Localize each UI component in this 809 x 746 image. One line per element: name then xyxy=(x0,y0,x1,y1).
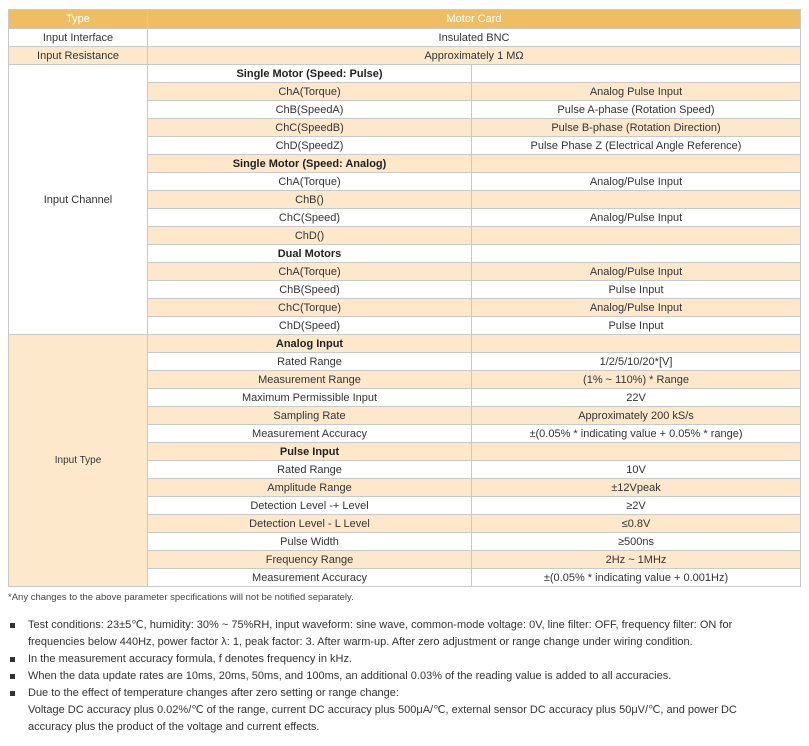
param-value: 22V xyxy=(472,389,801,407)
param-name: Pulse Width xyxy=(148,533,472,551)
param-value: ±(0.05% * indicating value + 0.05% * range) xyxy=(472,425,801,443)
param-name: ChD(Speed) xyxy=(148,317,472,335)
param-name: ChB() xyxy=(148,191,472,209)
param-value: ≥500ns xyxy=(472,533,801,551)
param-name: Measurement Accuracy xyxy=(148,569,472,587)
param-name: ChD(SpeedZ) xyxy=(148,137,472,155)
param-value: ≤0.8V xyxy=(472,515,801,533)
bullet-square-icon xyxy=(10,691,15,696)
param-value: ≥2V xyxy=(472,497,801,515)
param-value: Analog/Pulse Input xyxy=(472,173,801,191)
param-name: Rated Range xyxy=(148,461,472,479)
param-name: Frequency Range xyxy=(148,551,472,569)
list-item xyxy=(8,668,803,685)
param-value: Pulse Phase Z (Electrical Angle Reference) xyxy=(472,137,801,155)
param-name: Maximum Permissible Input xyxy=(148,389,472,407)
param-name: Measurement Range xyxy=(148,371,472,389)
row-label-input-interface: Input Interface xyxy=(9,29,148,47)
bullet-square-icon xyxy=(10,623,15,628)
param-name: Rated Range xyxy=(148,353,472,371)
param-value: 2Hz ~ 1MHz xyxy=(472,551,801,569)
section-title: Dual Motors xyxy=(148,245,472,263)
header-type: Type xyxy=(9,10,148,29)
note-text: Test conditions: 23±5℃, humidity: 30% ~ 75%RH, input waveform: sine wave, common-mode voltage: 0V, line filter: OFF, frequency filter: ON for xyxy=(28,619,733,631)
note-text: accuracy plus the product of the voltage and current effects. xyxy=(28,721,320,733)
param-name: ChA(Torque) xyxy=(148,263,472,281)
note-text: When the data update rates are 10ms, 20ms, 50ms, and 100ms, an additional 0.03% of the reading value is added to all accuracies. xyxy=(28,670,672,682)
section-title: Analog Input xyxy=(148,335,472,353)
row-value-input-resistance: Approximately 1 MΩ xyxy=(148,47,801,65)
param-value: Pulse B-phase (Rotation Direction) xyxy=(472,119,801,137)
param-value: Pulse Input xyxy=(472,281,801,299)
param-name: Sampling Rate xyxy=(148,407,472,425)
param-name: ChA(Torque) xyxy=(148,83,472,101)
row-value-input-interface: Insulated BNC xyxy=(148,29,801,47)
param-name: Detection Level - L Level xyxy=(148,515,472,533)
param-name: ChC(Torque) xyxy=(148,299,472,317)
table-row xyxy=(9,335,801,353)
param-name: Amplitude Range xyxy=(148,479,472,497)
param-name: ChA(Torque) xyxy=(148,173,472,191)
group-label-input-type: Input Type xyxy=(9,335,148,587)
param-name: ChD() xyxy=(148,227,472,245)
param-value: ±12Vpeak xyxy=(472,479,801,497)
row-label-input-resistance: Input Resistance xyxy=(9,47,148,65)
note-text: frequencies below 440Hz, power factor λ: 1, peak factor: 3. After warm-up. After zero adjustment or range change under wiring condition. xyxy=(28,636,693,648)
section-title: Single Motor (Speed: Analog) xyxy=(148,155,472,173)
param-value: Analog/Pulse Input xyxy=(472,209,801,227)
param-value: Pulse Input xyxy=(472,317,801,335)
param-value xyxy=(472,191,801,209)
footnote: *Any changes to the above parameter specifications will not be notified separately. xyxy=(8,592,354,603)
param-value: 1/2/5/10/20*[V] xyxy=(472,353,801,371)
table-row xyxy=(9,47,801,65)
section-title: Single Motor (Speed: Pulse) xyxy=(148,65,472,83)
group-label-input-channel: Input Channel xyxy=(9,65,148,335)
param-value: Analog/Pulse Input xyxy=(472,299,801,317)
note-text: Due to the effect of temperature changes after zero setting or range change: xyxy=(28,687,399,699)
param-value: 10V xyxy=(472,461,801,479)
header-motor-card: Motor Card xyxy=(148,10,801,29)
bullet-square-icon xyxy=(10,674,15,679)
param-value xyxy=(472,227,801,245)
table-row xyxy=(9,65,801,83)
note-text: Voltage DC accuracy plus 0.02%/℃ of the range, current DC accuracy plus 500μA/℃, external sensor DC accuracy plus 50μV/℃, and power DC xyxy=(28,704,737,716)
notes-list xyxy=(8,617,803,736)
spec-table xyxy=(8,9,801,587)
param-name: Detection Level -+ Level xyxy=(148,497,472,515)
note-text: In the measurement accuracy formula, f denotes frequency in kHz. xyxy=(28,653,353,665)
section-title: Pulse Input xyxy=(148,443,472,461)
list-item xyxy=(8,617,803,651)
table-header-row xyxy=(9,10,801,29)
param-name: ChB(Speed) xyxy=(148,281,472,299)
param-value: Analog/Pulse Input xyxy=(472,263,801,281)
param-value: Pulse A-phase (Rotation Speed) xyxy=(472,101,801,119)
list-item xyxy=(8,685,803,736)
param-name: ChC(SpeedB) xyxy=(148,119,472,137)
param-value: ±(0.05% * indicating value + 0.001Hz) xyxy=(472,569,801,587)
table-row xyxy=(9,29,801,47)
list-item xyxy=(8,651,803,668)
param-value: Analog Pulse Input xyxy=(472,83,801,101)
param-name: Measurement Accuracy xyxy=(148,425,472,443)
param-value: Approximately 200 kS/s xyxy=(472,407,801,425)
param-value: (1% ~ 110%) * Range xyxy=(472,371,801,389)
param-name: ChB(SpeedA) xyxy=(148,101,472,119)
bullet-square-icon xyxy=(10,657,15,662)
param-name: ChC(Speed) xyxy=(148,209,472,227)
